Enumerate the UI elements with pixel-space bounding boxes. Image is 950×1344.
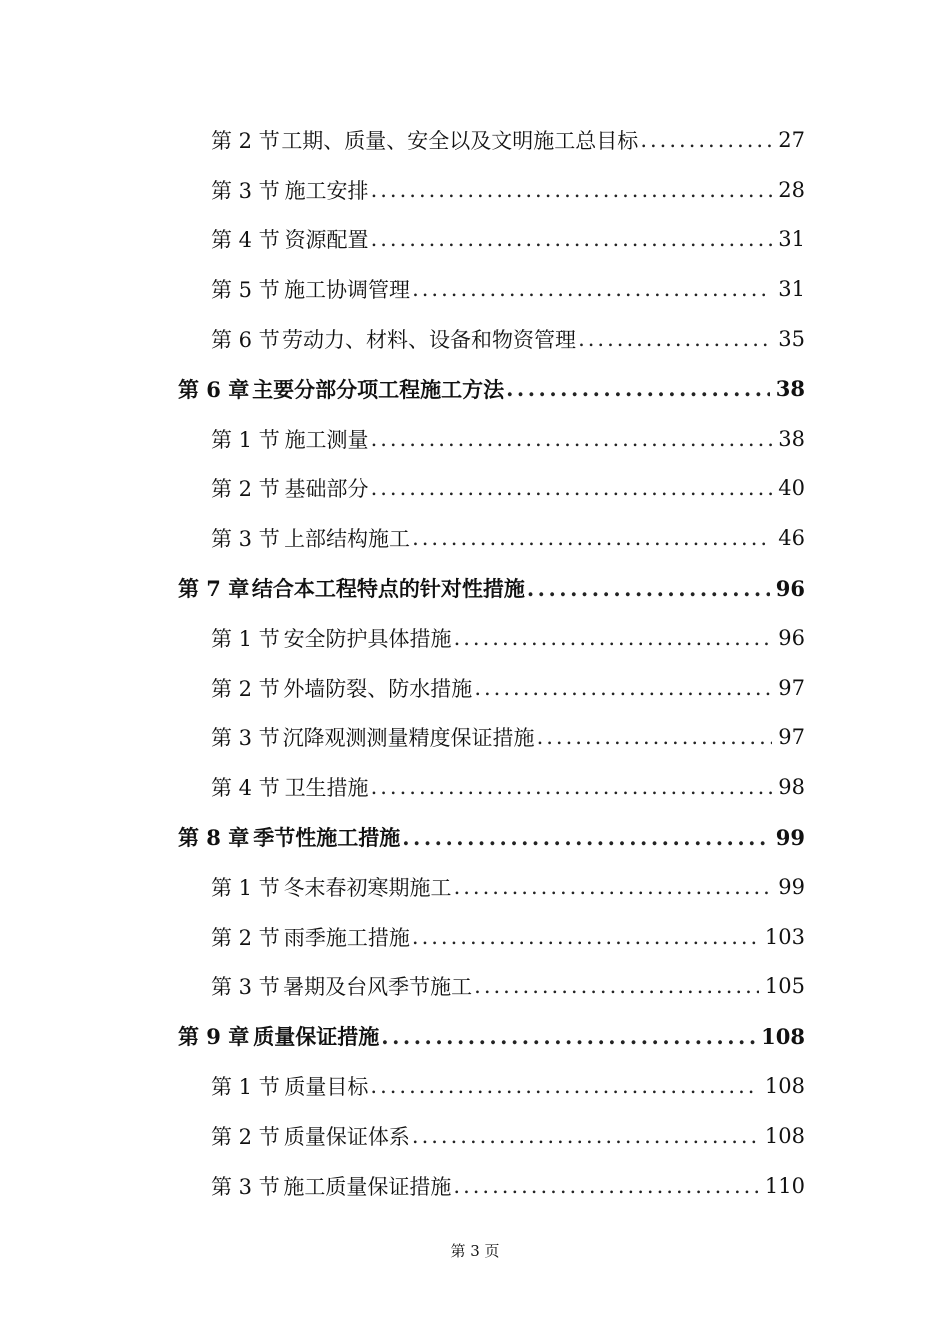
toc-entry-number: 第 1 节 [211, 427, 280, 452]
toc-leader-dots [506, 376, 770, 401]
toc-entry-page: 108 [764, 1074, 805, 1099]
toc-entry-title: 主要分部分项工程施工方法 [252, 376, 505, 402]
toc-chapter-entry[interactable] [0, 563, 950, 613]
toc-section-entry[interactable] [0, 762, 950, 812]
toc-section-entry[interactable] [0, 165, 950, 215]
toc-entry-number: 第 1 节 [211, 626, 280, 651]
toc-entry-title: 外墙防裂、防水措施 [283, 676, 473, 701]
toc-entry-page: 108 [764, 1123, 805, 1148]
toc-entry-number: 第 1 节 [211, 1075, 280, 1100]
toc-section-entry[interactable] [0, 1161, 950, 1211]
toc-leader-dots [474, 676, 772, 700]
toc-entry-title: 暑期及台风季节施工 [283, 975, 473, 1000]
toc-entry-page: 38 [778, 426, 805, 451]
toc-section-entry[interactable] [0, 862, 950, 912]
toc-entry-number: 第 8 章 [178, 825, 250, 851]
toc-entry-title: 沉降观测测量精度保证措施 [282, 726, 535, 751]
toc-entry-title: 劳动力、材料、设备和物资管理 [282, 328, 577, 353]
toc-entry-number: 第 1 节 [211, 875, 280, 900]
toc-leader-dots [474, 974, 759, 998]
toc-leader-dots [578, 327, 772, 351]
toc-leader-dots [370, 1074, 759, 1098]
toc-entry-number: 第 9 章 [178, 1024, 250, 1050]
toc-section-entry[interactable] [0, 264, 950, 314]
toc-entry-page: 27 [778, 127, 805, 152]
toc-entry-number: 第 2 节 [211, 128, 280, 153]
toc-section-entry[interactable] [0, 414, 950, 464]
toc-section-entry[interactable] [0, 713, 950, 763]
toc-leader-dots [454, 875, 773, 899]
toc-leader-dots [454, 626, 773, 650]
toc-section-entry[interactable] [0, 464, 950, 514]
toc-entry-title: 结合本工程特点的针对性措施 [251, 576, 525, 602]
toc-leader-dots [453, 1174, 759, 1198]
toc-entry-number: 第 4 节 [211, 228, 280, 253]
toc-section-entry[interactable] [0, 1061, 950, 1111]
toc-leader-dots [527, 576, 770, 601]
toc-section-entry[interactable] [0, 314, 950, 364]
toc-entry-title: 质量保证体系 [283, 1124, 410, 1149]
toc-section-entry[interactable] [0, 962, 950, 1012]
toc-entry-number: 第 6 章 [178, 376, 250, 402]
toc-entry-title: 资源配置 [284, 228, 369, 253]
toc-entry-number: 第 3 节 [211, 178, 280, 203]
toc-section-entry[interactable] [0, 215, 950, 265]
toc-chapter-entry[interactable] [0, 364, 950, 414]
toc-entry-page: 99 [778, 874, 805, 899]
toc-entry-title: 冬末春初寒期施工 [283, 875, 452, 900]
toc-leader-dots [371, 476, 773, 500]
toc-entry-number: 第 5 节 [211, 278, 280, 303]
toc-entry-title: 工期、质量、安全以及文明施工总目标 [281, 128, 639, 153]
toc-entry-page: 108 [761, 1023, 805, 1049]
toc-entry-number: 第 3 节 [211, 975, 280, 1000]
toc-section-entry[interactable] [0, 1111, 950, 1161]
toc-entry-page: 96 [778, 625, 805, 650]
toc-entry-number: 第 4 节 [211, 776, 280, 801]
table-of-contents [0, 115, 950, 1211]
toc-entry-page: 40 [778, 476, 805, 501]
toc-entry-number: 第 7 章 [178, 576, 250, 602]
toc-entry-page: 97 [778, 675, 805, 700]
toc-entry-page: 110 [764, 1173, 805, 1198]
toc-entry-number: 第 2 节 [211, 477, 280, 502]
toc-entry-title: 施工质量保证措施 [283, 1174, 452, 1199]
toc-leader-dots [412, 277, 772, 301]
toc-entry-page: 97 [778, 725, 805, 750]
toc-chapter-entry[interactable] [0, 1011, 950, 1061]
toc-entry-number: 第 3 节 [211, 527, 280, 552]
toc-entry-number: 第 3 节 [211, 1174, 280, 1199]
toc-entry-number: 第 6 节 [211, 328, 280, 353]
toc-entry-title: 施工安排 [284, 178, 369, 203]
toc-leader-dots [371, 227, 773, 251]
toc-entry-title: 雨季施工措施 [283, 925, 410, 950]
toc-entry-page: 31 [778, 227, 805, 252]
toc-entry-page: 35 [778, 327, 805, 352]
toc-entry-page: 96 [775, 575, 805, 601]
toc-leader-dots [371, 775, 773, 799]
toc-entry-title: 质量目标 [284, 1075, 369, 1100]
toc-leader-dots [412, 925, 759, 949]
toc-leader-dots [412, 526, 772, 550]
toc-entry-title: 质量保证措施 [253, 1024, 380, 1050]
toc-entry-page: 99 [775, 824, 805, 850]
toc-entry-title: 安全防护具体措施 [283, 626, 452, 651]
toc-entry-number: 第 3 节 [211, 726, 280, 751]
toc-leader-dots [371, 427, 773, 451]
toc-leader-dots [640, 128, 772, 152]
toc-entry-page: 38 [775, 376, 805, 402]
toc-leader-dots [402, 825, 770, 850]
toc-leader-dots [412, 1124, 759, 1148]
page-number-label: 第 3 页 [450, 1242, 500, 1260]
toc-entry-page: 103 [764, 924, 805, 949]
toc-entry-page: 105 [764, 974, 805, 999]
page-footer [0, 1240, 950, 1261]
toc-entry-title: 季节性施工措施 [253, 825, 401, 851]
toc-leader-dots [537, 725, 773, 749]
toc-entry-page: 46 [778, 526, 805, 551]
toc-entry-title: 上部结构施工 [284, 527, 411, 552]
toc-entry-page: 28 [778, 177, 805, 202]
toc-section-entry[interactable] [0, 663, 950, 713]
toc-entry-number: 第 2 节 [211, 1124, 280, 1149]
toc-entry-title: 基础部分 [284, 477, 369, 502]
toc-entry-number: 第 2 节 [211, 676, 280, 701]
toc-section-entry[interactable] [0, 513, 950, 563]
toc-entry-number: 第 2 节 [211, 925, 280, 950]
toc-entry-title: 施工测量 [284, 427, 369, 452]
toc-entry-page: 98 [778, 775, 805, 800]
toc-section-entry[interactable] [0, 115, 950, 165]
toc-entry-title: 卫生措施 [284, 776, 369, 801]
toc-section-entry[interactable] [0, 912, 950, 962]
toc-chapter-entry[interactable] [0, 812, 950, 862]
toc-entry-page: 31 [778, 277, 805, 302]
toc-leader-dots [381, 1024, 755, 1049]
toc-entry-title: 施工协调管理 [284, 278, 411, 303]
toc-leader-dots [371, 178, 773, 202]
toc-section-entry[interactable] [0, 613, 950, 663]
